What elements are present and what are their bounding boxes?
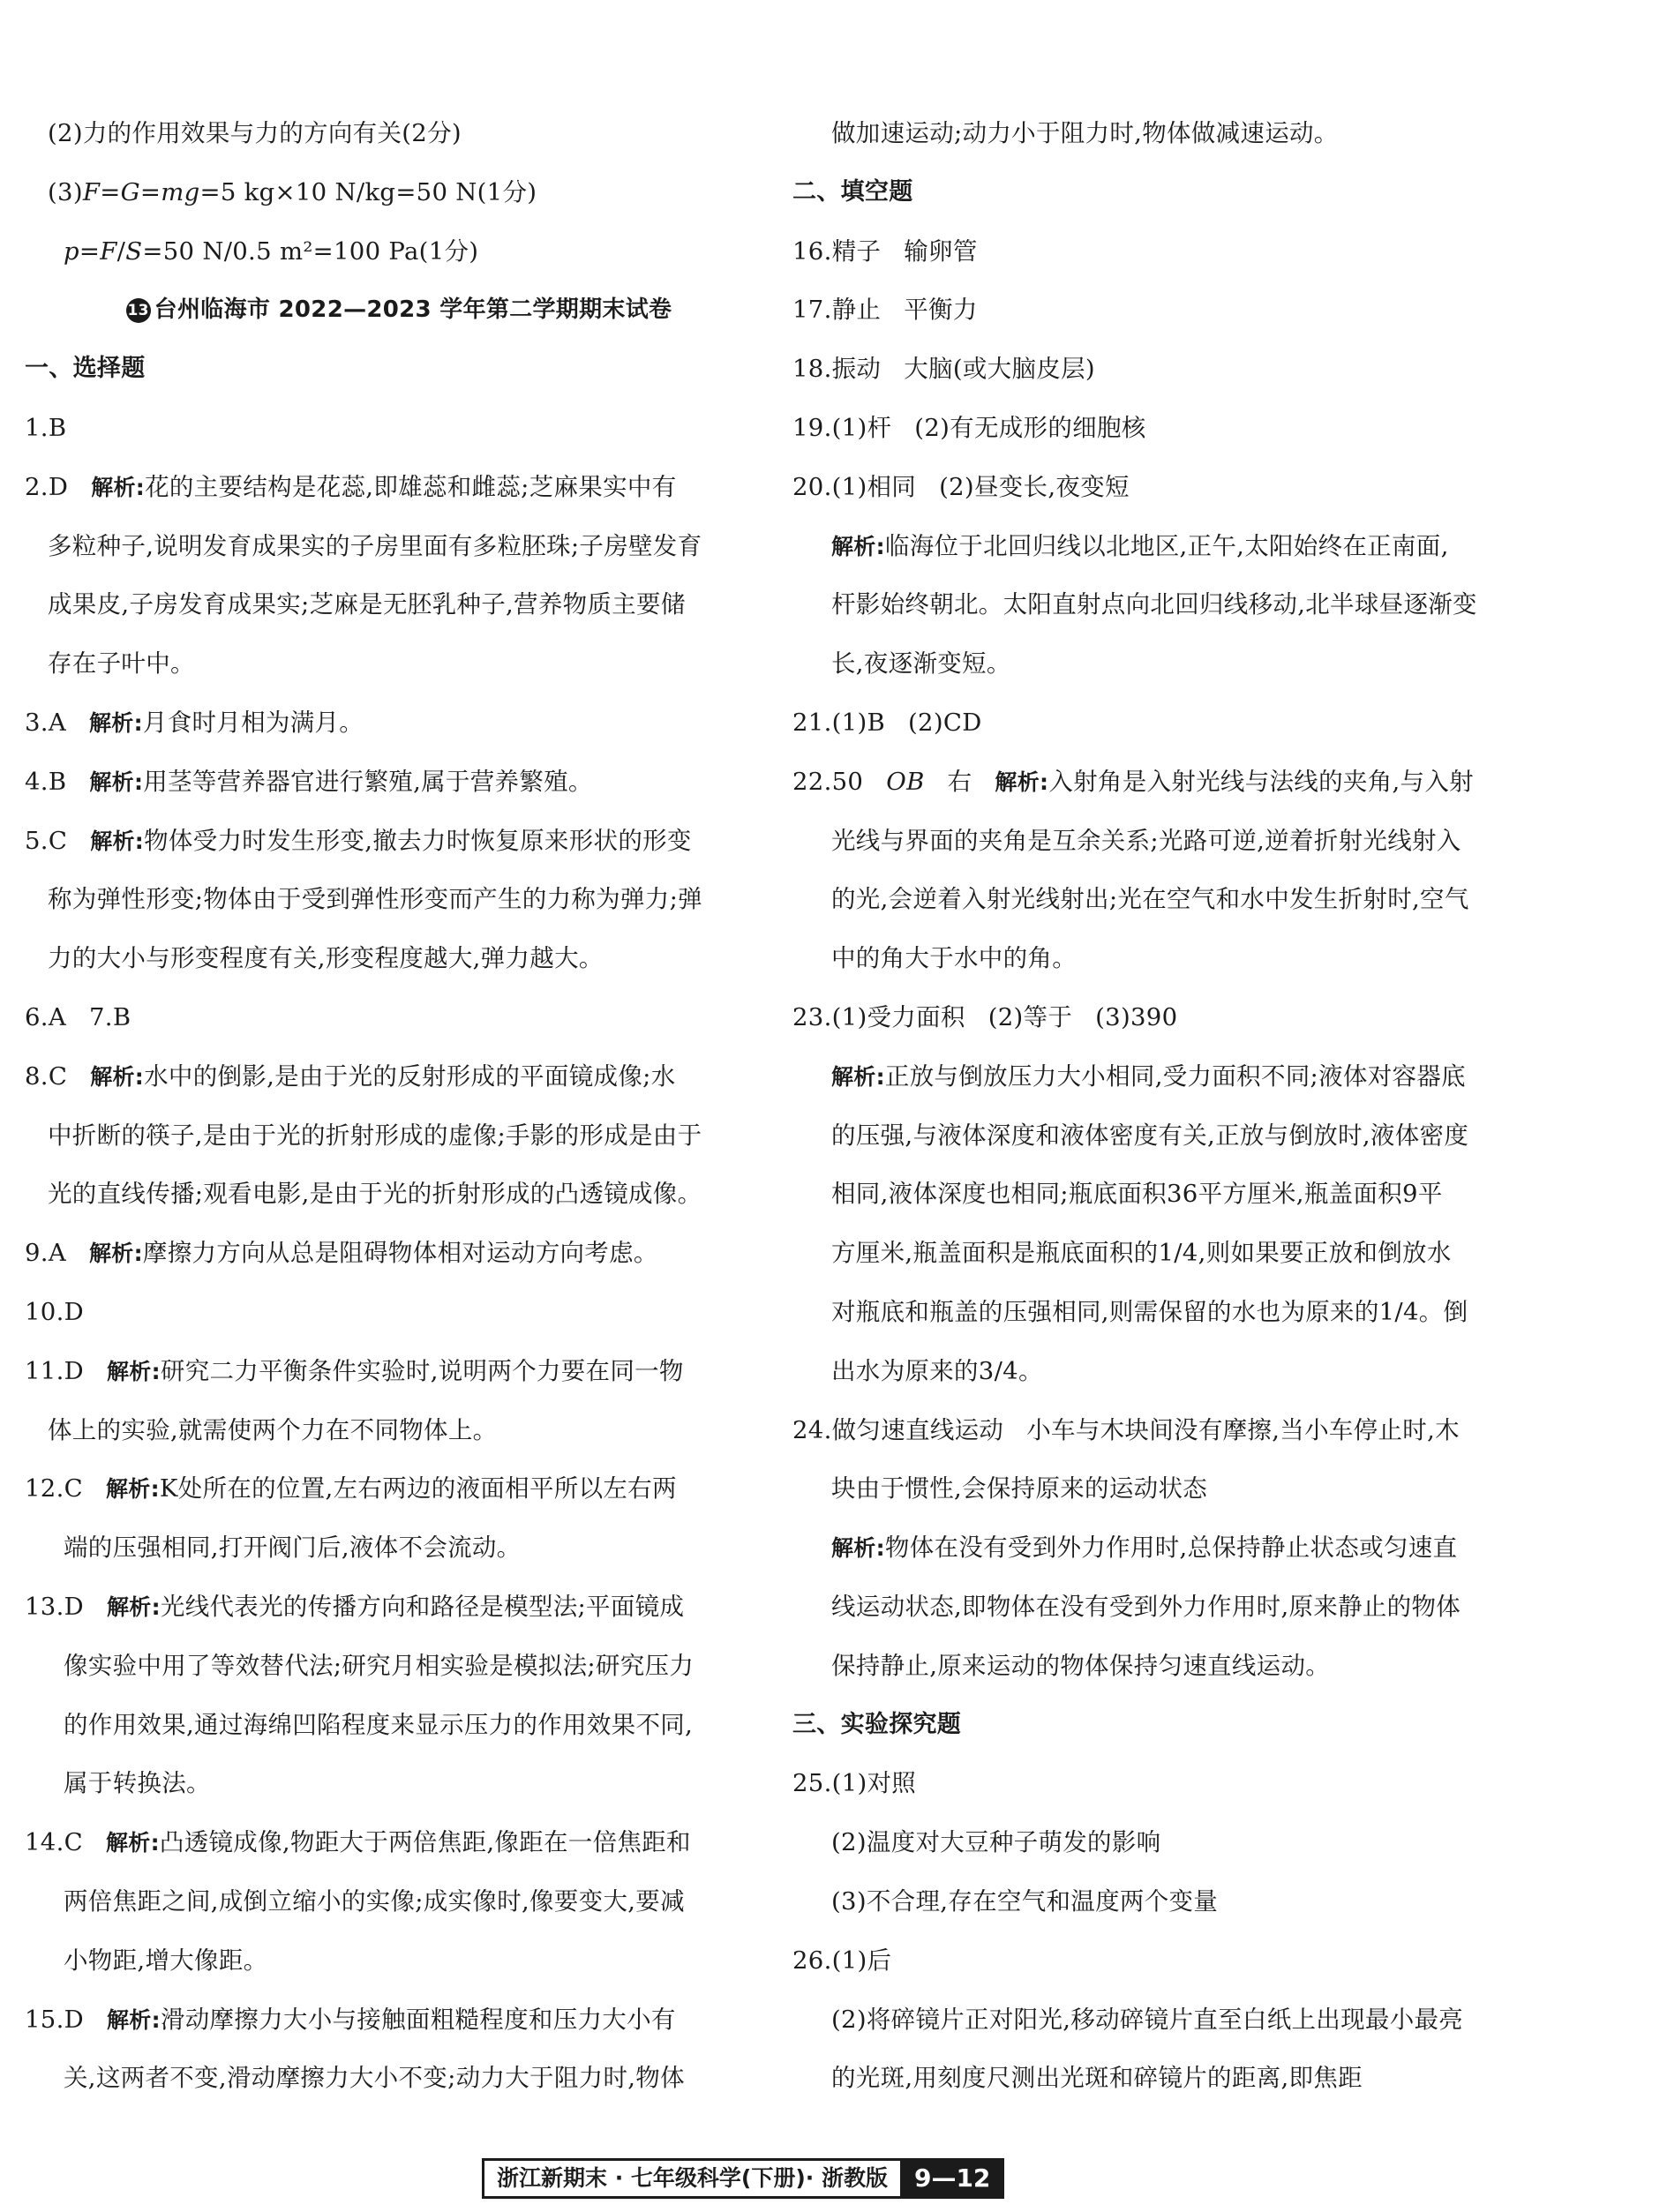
left-column-line [25,517,747,576]
text-run: 光的直线传播;观看电影,是由于光的折射形成的凸透镜成像。 [48,1180,702,1209]
analysis-label: 解析: [831,1063,885,1090]
right-column-line [792,2049,1514,2108]
right-column-line [792,1518,1514,1578]
text-run: 块由于惯性,会保持原来的运动状态 [831,1474,1208,1503]
right-column-line [792,1991,1514,2050]
text-run: 物体在没有受到外力作用时,总保持静止状态或匀速直 [884,1533,1458,1563]
text-run: 输卵管 [904,236,978,266]
text-run: (2)有无成形的细胞核 [914,413,1146,442]
text-run: 物体受力时发生形变,撤去力时恢复原来形状的形变 [144,826,692,855]
text-run: 的光,会逆着入射光线射出;光在空气和水中发生折射时,空气 [831,885,1469,914]
right-column-line [792,575,1514,634]
left-column-line [25,575,747,634]
text-run: 20.(1)相同 [792,472,917,501]
right-column-line [792,163,1514,222]
text-run: 正放与倒放压力大小相同,受力面积不同;液体对容器底 [884,1061,1466,1091]
text-run: 保持静止,原来运动的物体保持匀速直线运动。 [831,1651,1331,1680]
text-run: 多粒种子,说明发育成果实的子房里面有多粒胚珠;子房壁发育 [48,531,702,560]
text-run: 14.C [25,1828,83,1857]
text-run: (2)等于 [987,1002,1073,1031]
left-column-line [25,2049,747,2108]
text-run: 19.(1)杆 [792,413,892,442]
text-run: 体上的实验,就需使两个力在不同物体上。 [48,1415,498,1444]
left-column-line [25,1813,747,1872]
analysis-label: 解析: [995,769,1049,795]
text-run: 小车与木块间没有摩擦,当小车停止时,木 [1026,1415,1460,1444]
text-run: 称为弹性形变;物体由于受到弹性形变而产生的力称为弹力;弹 [48,885,702,914]
text-run: 一、选择题 [25,355,146,383]
text-run: 出水为原来的3/4。 [831,1356,1043,1385]
analysis-label: 解析: [89,769,144,795]
text-run: OB [886,767,925,796]
text-run: 存在子叶中。 [48,649,195,679]
text-run: 右 [947,767,972,796]
right-column-line [792,340,1514,399]
text-run: 力的大小与形变程度有关,形变程度越大,弹力越大。 [48,944,604,973]
analysis-label: 解析: [106,1593,161,1620]
analysis-label: 解析: [105,1830,160,1856]
right-column-line [792,1872,1514,1931]
analysis-label: 解析: [831,1535,885,1562]
text-run: 15.D [25,2005,84,2034]
left-column-line [25,870,747,929]
text-run: 21.(1)B [792,708,885,737]
text-run: 线运动状态,即物体在没有受到外力作用时,原来静止的物体 [831,1592,1461,1621]
left-column-line [25,1224,747,1283]
text-run: = [139,177,161,206]
analysis-label: 解析: [91,474,146,500]
left-column-line [25,1931,747,1991]
left-column-line [25,1401,747,1460]
text-run: 26.(1)后 [792,1946,892,1975]
text-run: 花的主要结构是花蕊,即雄蕊和雌蕊;芝麻果实中有 [145,472,677,501]
text-run: (3)390 [1095,1002,1178,1031]
text-run: 用茎等营养器官进行繁殖,属于营养繁殖。 [143,767,593,796]
text-run: 研究二力平衡条件实验时,说明两个力要在同一物 [160,1356,684,1385]
text-run: 台州临海市 2022—2023 学年第二学期期末试卷 [154,296,672,324]
text-run: 5.C [25,826,68,855]
text-run: 凸透镜成像,物距大于两倍焦距,像距在一倍焦距和 [159,1828,691,1857]
text-run: 17.静止 [792,296,882,325]
right-column-line [792,281,1514,340]
right-column-line [792,1283,1514,1342]
left-column-line [25,988,747,1047]
text-run: 22.50 [792,767,864,796]
text-run: 光线代表光的传播方向和路径是模型法;平面镜成 [160,1592,685,1621]
text-run: 属于转换法。 [64,1769,211,1798]
right-column-line [792,222,1514,281]
text-run: 二、填空题 [792,177,913,206]
left-column-line [25,458,747,517]
text-run: 10.D [25,1297,84,1326]
footer-page-number: 9—12 [900,2158,1004,2199]
left-column-line [25,340,747,399]
text-run: 小物距,增大像距。 [64,1946,268,1975]
analysis-label: 解析: [105,1476,160,1503]
text-run: =5 kg×10 N/kg=50 N(1分) [199,177,537,206]
right-column-line [792,517,1514,576]
analysis-label: 解析: [89,709,143,736]
right-column-line [792,104,1514,163]
right-column-line [792,694,1514,753]
text-run: 两倍焦距之间,成倒立缩小的实像;成实像时,像要变大,要减 [64,1886,685,1916]
left-column-line [25,1518,747,1578]
text-run: 4.B [25,767,67,796]
right-column-line [792,399,1514,458]
left-column-line [25,1283,747,1342]
left-column-line [25,753,747,812]
analysis-label: 解析: [106,2006,161,2033]
text-run: 光线与界面的夹角是互余关系;光路可逆,逆着折射光线射入 [831,826,1461,855]
right-column-line [792,1637,1514,1696]
text-run: (2)将碎镜片正对阳光,移动碎镜片直至白纸上出现最小最亮 [831,2005,1464,2034]
text-run: 18.振动 [792,355,882,384]
text-run: 的光斑,用刻度尺测出光斑和碎镜片的距离,即焦距 [831,2064,1363,2093]
right-column-line [792,1047,1514,1106]
text-run: mg [161,177,200,206]
left-column-line [25,1106,747,1166]
left-column-line [25,1165,747,1224]
text-run: (2)CD [908,708,982,737]
text-run: 的压强,与液体深度和液体密度有关,正放与倒放时,液体密度 [831,1121,1469,1150]
text-run: 成果皮,子房发育成果实;芝麻是无胚乳种子,营养物质主要储 [48,590,686,619]
text-run: (2)力的作用效果与力的方向有关(2分) [48,119,462,147]
text-run: 平衡力 [904,296,978,325]
text-run: 1.B [25,413,67,442]
text-run: =50 N/0.5 m²=100 Pa(1分) [142,236,479,266]
text-run: 9.A [25,1239,66,1268]
left-column-line [25,1991,747,2050]
right-column-line [792,458,1514,517]
left-column-line [25,1872,747,1931]
left-column-line [25,104,747,163]
right-column-line [792,988,1514,1047]
text-run: (2)温度对大豆种子萌发的影响 [831,1828,1161,1857]
text-run: 临海位于北回归线以北地区,正午,太阳始终在正南面, [884,531,1449,560]
analysis-label: 解析: [90,1063,145,1090]
text-run: 长,夜逐渐变短。 [831,649,1011,679]
text-run: 7.B [89,1002,131,1031]
text-run: / [116,236,126,266]
right-column-line [792,1931,1514,1991]
text-run: 16.精子 [792,236,882,266]
right-column-line [792,1754,1514,1813]
text-run: 入射角是入射光线与法线的夹角,与入射 [1048,767,1474,796]
right-column-line [792,1401,1514,1460]
analysis-label: 解析: [106,1358,161,1384]
right-column-line [792,870,1514,929]
text-run: 端的压强相同,打开阀门后,液体不会流动。 [64,1533,522,1563]
footer-book-title: 浙江新期末 · 七年级科学(下册)· 浙教版 [482,2158,900,2199]
text-run: 中折断的筷子,是由于光的折射形成的虚像;手影的形成是由于 [48,1121,702,1150]
text-run: 关,这两者不变,滑动摩擦力大小不变;动力大于阻力时,物体 [64,2064,685,2093]
text-run: 月食时月相为满月。 [142,708,364,737]
circled-number: 13 [126,298,151,323]
text-run: 做加速运动;动力小于阻力时,物体做减速运动。 [831,119,1339,147]
text-run: 8.C [25,1061,68,1091]
text-run: F [82,177,101,206]
text-run: 24.做匀速直线运动 [792,1415,1004,1444]
text-run: (2)昼变长,夜变短 [939,472,1130,501]
left-column-line [25,694,747,753]
text-run: 水中的倒影,是由于光的反射形成的平面镜成像;水 [144,1061,676,1091]
text-run: (3) [48,177,83,206]
analysis-label: 解析: [89,1241,143,1267]
right-column-line [792,1106,1514,1166]
analysis-label: 解析: [90,828,145,854]
right-column-line [792,812,1514,871]
right-column-line [792,634,1514,694]
right-column-line [792,1459,1514,1518]
text-run: 23.(1)受力面积 [792,1002,965,1031]
left-column-line [25,1754,747,1813]
text-run: 的作用效果,通过海绵凹陷程度来显示压力的作用效果不同, [64,1710,694,1739]
text-run: 三、实验探究题 [792,1710,962,1738]
text-run: K处所在的位置,左右两边的液面相平所以左右两 [159,1474,677,1503]
left-column-line [25,929,747,988]
right-column-line [792,1813,1514,1872]
text-run: 方厘米,瓶盖面积是瓶底面积的1/4,则如果要正放和倒放水 [831,1239,1452,1268]
text-run: 对瓶底和瓶盖的压强相同,则需保留的水也为原来的1/4。倒 [831,1297,1468,1326]
left-column-line [25,812,747,871]
text-run: p [64,236,79,266]
right-column-line [792,1224,1514,1283]
text-run: 3.A [25,708,66,737]
text-run: 6.A [25,1002,66,1031]
left-column-line [25,1459,747,1518]
text-run: 11.D [25,1356,84,1385]
text-run: 杆影始终朝北。太阳直射点向北回归线移动,北半球昼逐渐变 [831,590,1477,619]
left-column-line [25,399,747,458]
text-run: 2.D [25,472,69,501]
text-run: 13.D [25,1592,84,1621]
left-column-line [25,1578,747,1637]
left-column-line [25,1696,747,1755]
left-column [25,104,747,2108]
left-column-line [25,1637,747,1696]
left-column-line [25,634,747,694]
text-run: 12.C [25,1474,83,1503]
right-column-line [792,929,1514,988]
text-run: 摩擦力方向从总是阻碍物体相对运动方向考虑。 [142,1239,658,1268]
text-run: F [100,236,117,266]
text-run: 25.(1)对照 [792,1769,917,1798]
left-column-line [25,1047,747,1106]
right-column-line [792,1342,1514,1401]
right-column [792,104,1514,2108]
right-column-line [792,1578,1514,1637]
text-run: 像实验中用了等效替代法;研究月相实验是模拟法;研究压力 [64,1651,695,1680]
left-column-line [25,163,747,222]
text-run: (3)不合理,存在空气和温度两个变量 [831,1886,1219,1916]
analysis-label: 解析: [831,533,885,559]
right-column-line [792,753,1514,812]
text-run: G [120,177,140,206]
left-column-line [25,281,747,340]
text-run: 滑动摩擦力大小与接触面粗糙程度和压力大小有 [160,2005,676,2034]
left-column-line [25,222,747,281]
text-run: S [125,236,143,266]
text-run: = [100,177,121,206]
text-run: 中的角大于水中的角。 [831,944,1077,973]
right-column-line [792,1165,1514,1224]
right-column-line [792,1696,1514,1755]
text-run: 相同,液体深度也相同;瓶底面积36平方厘米,瓶盖面积9平 [831,1180,1443,1209]
left-column-line [25,1342,747,1401]
text-run: = [79,236,101,266]
page-footer [482,2158,1004,2199]
text-run: 大脑(或大脑皮层) [904,355,1095,384]
